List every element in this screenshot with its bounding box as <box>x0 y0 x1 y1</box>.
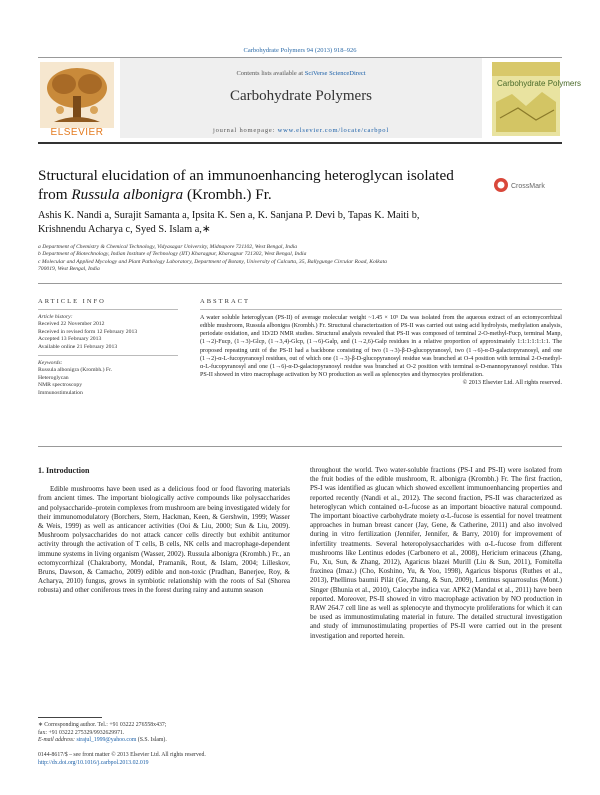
contents-line <box>120 70 482 77</box>
homepage-link[interactable]: www.elsevier.com/locate/carbpol <box>277 127 389 134</box>
authors-line-1: Ashis K. Nandi a, Surajit Samanta a, Ipsita K. Sen a, K. Sanjana P. Devi b, Tapas K. Maiti b, <box>38 210 420 221</box>
abstract-rule <box>200 309 562 310</box>
affiliations <box>38 244 562 274</box>
affiliation-b: b Department of Biotechnology, Indian Institute of Technology (IIT) Kharagpur, Kharagpur 721302, West Bengal, India <box>38 251 307 258</box>
footnote-rule <box>38 717 102 718</box>
author-email-link[interactable]: sirajul_1999@yahoo.com <box>76 737 137 744</box>
article-info-rule <box>38 309 178 310</box>
keyword-item: Heteroglycan <box>38 374 69 381</box>
email-label: E-mail address: <box>38 737 77 744</box>
intro-paragraph-left: Edible mushrooms have been used as a delicious food or food flavoring materials from ancient times. The important biologically active compounds like polysaccharides and polysaccharide–protein complexes from mushroom are being investigated widely for their immunomodulatory (Borchers, Stern, Hackman, Keen, & Gershwin, 1999; Wasser & Weis, 1999) as well as anticancer activities (Ooi & Liu, 2000; Sun & Liu, 2009). Mushroom polysaccharides do not attack cancer cells directly but exhibit antitumor activity through the activation of T cells, B cells, NK cells and macrophage-dependent immune systems in living organism (Wasser, 2002). Russula albonigra (Krombh.) Fr., an ectomycorrhizal (Chakraborty, Mondal, Pramanik, Rout, & Islam, 2004; Lilleskov, Bruns, Dawson, & Camacho, 2009) edible and non-toxic (Pradhan, Banerjee, Roy, & Acharya, 2010) fungus, grows in symbiotic relationship with the roots of Sal (Shorea robusta) and other coniferous trees in the forest during rainy and autumn season <box>38 485 290 595</box>
affiliation-c-cont: 700019, West Bengal, India <box>38 266 100 273</box>
abstract-section <box>200 298 562 386</box>
keywords-label: Keywords: <box>38 360 63 367</box>
intro-paragraph-right: throughout the world. Two water-soluble fractions (PS-I and PS-II) were isolated from the fruit bodies of the edible mushroom, R. albonigra (Krombh.) Fr. The first fraction, PS-I was identified as glucan which showed excellent immunoenhancing properties and reported recently (Nandi et al., 2012). The second fraction, PS-II was characterized as heteroglycan which contained α-L-fucose as an important bioactive natural compound. The important bioactive carbohydrate moiety α-L-fucose is essential for novel treatment approaches in human breast cancer (Jay, Gene, & Catherine, 2011) and also involved during in vitro fertilization (Jennifer, Jennifer, & Barry, 2010) for improvement of infertility treatments. Several heteropolysaccharides with α-L-fucose from different mushrooms like Lentinus edodes (Carbonero et al., 2008), Hericium erinaceus (Zhang, Fu, Xu, Sun, & Zhang, 2012), Agaricus blazei Murill (Liu & Sun, 2011), Fomitella fraxinea (Imaz.) (Cho, Koshino, Yu, & Yoo, 1998), Agaricus bisporus (Ruthes et al., 2013), Phellinus baumii Pilát (Ge, Zhang, & Sun, 2009), Lentinus squarrosulus (Mont.) Singer (Bhunia et al., 2010), Calocybe indica var. APK2 (Mandal et al., 2011) have been reported. Moreover, PS-II showed in vitro macrophage activation by NO production in RAW 264.7 cell line as well as splenocyte and thymocyte proliferations for which it can be used as immunostimulating material in future. The detailed structural investigation and study of immunostimulating properties of PS-II were carried out in the present investigation and reported herein. <box>310 466 562 640</box>
affiliation-a: a Department of Chemistry & Chemical Technology, Vidyasagar University, Midnapore 721102, West Bengal, India <box>38 244 298 250</box>
sciencedirect-link[interactable]: SciVerse ScienceDirect <box>304 70 366 77</box>
body-column-right <box>310 466 562 641</box>
journal-reference[interactable]: Carbohydrate Polymers 94 (2013) 918–926 <box>243 47 357 54</box>
history-online: Available online 21 February 2013 <box>38 343 118 350</box>
history-received: Received 22 November 2012 <box>38 321 105 328</box>
footnote-email-line <box>38 737 290 745</box>
elsevier-tree-logo <box>40 62 114 128</box>
author-list <box>38 209 562 237</box>
history-revised: Received in revised form 12 February 2013 <box>38 328 138 335</box>
journal-title: Carbohydrate Polymers <box>229 88 373 104</box>
doi-link[interactable]: http://dx.doi.org/10.1016/j.carbpol.2013.02.019 <box>38 759 149 766</box>
affiliation-c: c Molecular and Applied Mycology and Plant Pathology Laboratory, Department of Botany, University of Calcutta, 35, Ballygunge Circular Road, Kolkata <box>38 258 387 265</box>
journal-cover-thumbnail <box>492 62 582 136</box>
abstract-heading: ABSTRACT <box>200 298 250 305</box>
history-label: Article history: <box>38 314 73 320</box>
footnote-corresponding: ∗ Corresponding author. Tel.: +91 03222 276558x437; <box>38 722 167 728</box>
affiliation-rule <box>38 283 562 284</box>
authors-line-2: Krishnendu Acharya c, Syed S. Islam a,∗ <box>38 224 211 235</box>
keywords-rule <box>38 355 178 356</box>
crossmark-badge[interactable] <box>492 176 560 194</box>
abstract-copyright: © 2013 Elsevier Ltd. All rights reserved. <box>462 380 562 387</box>
footnote-fax: fax: +91 03222 275329/9932629971. <box>38 729 125 736</box>
history-accepted: Accepted 13 February 2013 <box>38 336 102 343</box>
front-matter-lines <box>38 752 290 767</box>
contents-prefix: Contents lists available at <box>236 70 305 77</box>
abstract-text: A water soluble heteroglycan (PS-II) of average molecular weight ~1.45 × 10⁵ Da was isolated from the aqueous extract of an ectomycorrhizal edible mushroom, Russula albonigra (Krombh.) Fr. Structural characterization of PS-II was carried out using acid hydrolysis, methylation analysis, periodate oxidation, and 1D/2D NMR studies. Structural analysis revealed that PS-II was composed of terminal 2-O-methyl-Fucp, terminal Manp, (1→2)-Fucp, (1→3)-Glcp, (1→3,4)-Glcp, (1→6)-Galp, and (1→2,6)-Galp residues in a relative proportion of approximately 1:1:1:1:1:1:1. The proposed repeating unit of the PS-II had a backbone consisting of two (1→3)-β-D-glucopyranosyl, two (1→6)-α-D-galactopyranosyl, and one (1→2)-α-L-fucopyranosyl residues, out of which one (1→3)-β-D-glucopyranosyl residue was branched at O-4 position with terminal 2-O-methyl-α-L-fucopyranosyl and one (1→6)-α-D-galactopyranosyl residue was branched at O-2 position with terminal α-D-mannopyranosyl residue. This PS-II showed in vitro macrophage activation by NO production as well as splenocytes and thymocytes proliferation. <box>200 315 562 379</box>
keyword-item: NMR spectroscopy <box>38 382 83 389</box>
keyword-item: Immunostimulation <box>38 389 83 396</box>
title-main: Structural elucidation of an immunoenhancing heteroglycan isolated from <box>38 167 454 203</box>
abstract-end-rule <box>38 446 562 447</box>
homepage-prefix: journal homepage: <box>213 127 278 134</box>
article-info-heading: ARTICLE INFO <box>38 298 106 305</box>
journal-homepage <box>120 127 482 134</box>
crossmark-label: CrossMark <box>511 183 545 190</box>
article-info <box>38 298 178 397</box>
title-tail: (Krombh.) Fr. <box>183 186 272 203</box>
title-species: Russula albonigra <box>71 186 184 203</box>
issn-line: 0144-8617/$ – see front matter © 2013 Elsevier Ltd. All rights reserved. <box>38 752 206 758</box>
introduction-heading: 1. Introduction <box>38 466 90 475</box>
article-title <box>38 166 458 204</box>
footnotes <box>38 722 290 745</box>
elsevier-wordmark: ELSEVIER <box>50 127 104 138</box>
body-column-left <box>38 466 290 596</box>
cover-title: Carbohydrate Polymers <box>497 79 582 88</box>
keyword-item: Russula albonigra (Krombh.) Fr. <box>38 367 113 374</box>
header-bottom-rule <box>38 142 562 144</box>
email-tail: (S.S. Islam). <box>136 737 167 744</box>
